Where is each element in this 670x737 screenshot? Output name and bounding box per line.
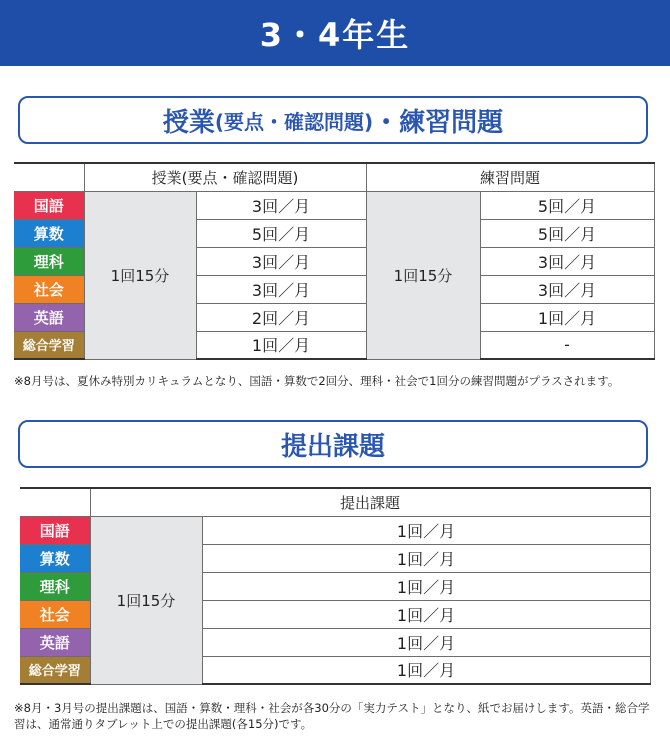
subject-label: 理科 [20,573,90,600]
subject-label: 社会 [14,276,84,303]
assignment-value: 1回／月 [202,544,650,572]
lesson-value: 1回／月 [196,331,366,359]
practice-value: 3回／月 [480,275,654,303]
practice-value: 3回／月 [480,247,654,275]
subject-cell [14,331,84,359]
subject-label: 算数 [14,220,84,247]
subject-label: 国語 [14,192,84,219]
section1-title-sub: (要点・確認問題) [214,109,374,134]
subject-label: 総合学習 [14,332,84,359]
subject-cell [14,191,84,219]
assignment-value: 1回／月 [202,628,650,656]
lesson-value: 3回／月 [196,247,366,275]
section2-title [18,420,648,468]
grade-title: 3・4年生 [259,16,411,54]
subject-label: 国語 [20,517,90,544]
subject-label: 英語 [14,304,84,331]
table-corner [14,163,84,191]
subject-label: 総合学習 [20,657,90,684]
lesson-value: 3回／月 [196,191,366,219]
subject-cell [14,275,84,303]
subject-cell [14,303,84,331]
lesson-header: 授業(要点・確認問題) [84,163,366,191]
section1-note: ※8月号は、夏休み特別カリキュラムとなり、国語・算数で2回分、理科・社会で1回分の練習問題がプラスされます。 [14,374,620,388]
assignment-value: 1回／月 [202,572,650,600]
table-corner [20,488,90,516]
subject-cell [14,247,84,275]
lesson-value: 5回／月 [196,219,366,247]
assignment-header: 提出課題 [90,488,650,516]
subject-cell [20,572,90,600]
assignment-value: 1回／月 [202,656,650,684]
subject-label: 理科 [14,248,84,275]
section2-note: ※8月・3月号の提出課題は、国語・算数・理科・社会が各30分の「実力テスト」となり、紙でお届けします。英語・総合学習は、通常通りタブレット上での提出課題(各15分)です。 [14,701,650,731]
section2-title-text: 提出課題 [280,431,385,462]
grade-banner [0,0,670,66]
section1-title-tail: 練習問題 [399,107,504,138]
section1-title [18,96,648,144]
subject-cell [20,544,90,572]
subject-label: 社会 [20,601,90,628]
lesson-practice-table [14,162,655,360]
practice-value: 5回／月 [480,219,654,247]
subject-cell [20,656,90,684]
lesson-value: 2回／月 [196,303,366,331]
practice-value: - [480,331,654,359]
practice-frequency: 1回15分 [366,191,480,359]
subject-cell [14,219,84,247]
assignment-value: 1回／月 [202,600,650,628]
assignment-value: 1回／月 [202,516,650,544]
subject-cell [20,516,90,544]
assignment-frequency: 1回15分 [90,516,202,684]
practice-header: 練習問題 [366,163,654,191]
lesson-frequency: 1回15分 [84,191,196,359]
lesson-value: 3回／月 [196,275,366,303]
subject-cell [20,628,90,656]
practice-value: 1回／月 [480,303,654,331]
section1-title-main: 授業 [162,107,215,138]
subject-label: 算数 [20,545,90,572]
subject-label: 英語 [20,629,90,656]
subject-cell [20,600,90,628]
assignment-table [20,487,651,685]
section1-title-dot: ・ [373,107,400,138]
practice-value: 5回／月 [480,191,654,219]
